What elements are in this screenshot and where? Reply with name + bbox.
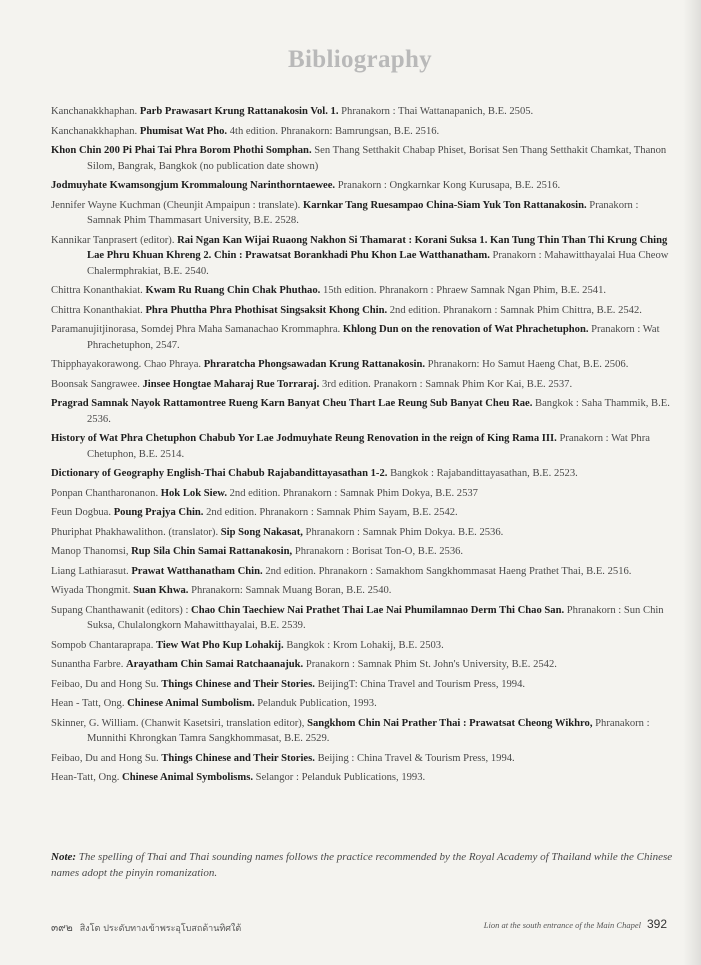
entry-publication: 2nd edition. Phranakorn : Samnak Phim Dokya, B.E. 2537 bbox=[226, 487, 478, 499]
entry-title: Things Chinese and Their Stories. bbox=[161, 678, 315, 690]
bibliography-entry bbox=[51, 303, 671, 319]
bibliography-entry bbox=[51, 751, 671, 767]
entry-publication: Pranakorn : Samnak Phim Thammasart University, B.E. 2528. bbox=[87, 199, 639, 226]
entry-title: Jodmuyhate Kwamsongjum Krommaloung Narinthorntaewee. bbox=[51, 180, 336, 191]
entry-publication: Pranakorn : Wat Phrachetuphon, 2547. bbox=[87, 324, 660, 351]
entry-publication: Phranakorn : Munnithi Khrongkan Tamra Sangkhommasat, B.E. 2529. bbox=[87, 717, 650, 744]
bibliography-entry bbox=[51, 104, 671, 120]
page-number: 392 bbox=[646, 917, 667, 931]
note-text: The spelling of Thai and Thai sounding names follows the practice recommended by the Royal Academy of Thailand while the Chinese names adopt the pinyin romanization. bbox=[51, 851, 673, 879]
entry-title: Chao Chin Taechiew Nai Prathet Thai Lae Nai Phumilamnao Derm Thi Chao San. bbox=[191, 604, 565, 616]
entry-publication: 3rd edition. Pranakorn : Samnak Phim Kor Kai, B.E. 2537. bbox=[319, 378, 573, 390]
entry-author: Chittra Konanthakiat. bbox=[51, 285, 146, 296]
entry-author: Hean - Tatt, Ong. bbox=[51, 698, 128, 709]
entry-title: History of Wat Phra Chetuphon Chabub Yor Lae Jodmuyhate Reung Renovation in the reign of King Rama III. bbox=[51, 433, 557, 444]
entry-author: Thipphayakorawong. Chao Phraya. bbox=[51, 359, 204, 370]
entry-title: Jinsee Hongtae Maharaj Rue Torraraj. bbox=[142, 378, 320, 390]
bibliography-entry bbox=[51, 638, 671, 654]
entry-title: Phumisat Wat Pho. bbox=[139, 125, 228, 137]
bibliography-entry bbox=[51, 124, 671, 140]
entry-publication: Phranakorn: Ho Samut Haeng Chat, B.E. 2506. bbox=[425, 359, 629, 370]
bibliography-entry bbox=[51, 357, 671, 373]
entry-publication: Phranakorn : Thai Wattanapanich, B.E. 2505. bbox=[338, 106, 534, 117]
entry-author: Paramanujitjinorasa, Somdej Phra Maha Samanachao Krommaphra. bbox=[51, 324, 343, 335]
bibliography-entry bbox=[51, 677, 671, 693]
entry-publication: BeijingT: China Travel and Tourism Press, 1994. bbox=[314, 678, 526, 690]
entry-publication: Phranakorn: Samnak Muang Boran, B.E. 2540. bbox=[188, 585, 392, 596]
entry-author: Skinner, G. William. (Chanwit Kasetsiri, translation editor), bbox=[51, 717, 308, 729]
bibliography-entry bbox=[51, 505, 671, 521]
page-footer bbox=[51, 917, 667, 933]
entry-author: Liang Lathiarasut. bbox=[51, 565, 132, 577]
entry-title: Rup Sila Chin Samai Rattanakosin, bbox=[131, 546, 293, 557]
entry-author: Phuriphat Phakhawalithon. (translator). bbox=[51, 526, 221, 538]
entry-title: Sip Song Nakasat, bbox=[220, 526, 303, 538]
entry-publication: 2nd edition. Phranakorn : Samnak Phim Chittra, B.E. 2542. bbox=[387, 304, 642, 316]
entry-author: Jennifer Wayne Kuchman (Cheunjit Ampaipun : translate). bbox=[51, 199, 303, 211]
note-label: Note: bbox=[51, 851, 77, 863]
entry-author: Kanchanakkhaphan. bbox=[51, 125, 140, 137]
entry-publication: Bangkok : Rajabandittayasathan, B.E. 2523. bbox=[387, 468, 578, 479]
bibliography-entry bbox=[51, 143, 671, 174]
entry-author: Sunantha Farbre. bbox=[51, 659, 127, 670]
footer-english-caption bbox=[484, 917, 667, 931]
entry-title: Arayatham Chin Samai Ratchaanajuk. bbox=[126, 659, 304, 670]
bibliography-entry bbox=[51, 486, 671, 502]
bibliography-entry bbox=[51, 583, 671, 599]
entry-publication: Beijing : China Travel & Tourism Press, 1994. bbox=[314, 752, 515, 764]
english-caption-text: Lion at the south entrance of the Main Chapel bbox=[483, 920, 641, 930]
entry-publication: Pranakorn : Wat Phra Chetuphon, B.E. 2514. bbox=[87, 433, 650, 460]
bibliography-entry bbox=[51, 657, 671, 673]
bibliography-entry bbox=[51, 198, 671, 229]
entry-publication: Pranakorn : Samnak Phim St. John's University, B.E. 2542. bbox=[303, 659, 557, 670]
entry-publication: Selangor : Pelanduk Publications, 1993. bbox=[253, 772, 426, 783]
entry-author: Sompob Chantaraprapa. bbox=[51, 639, 157, 651]
bibliography-entry bbox=[51, 696, 671, 712]
entry-title: Hok Lok Siew. bbox=[160, 487, 227, 499]
entry-author: Hean-Tatt, Ong. bbox=[51, 772, 123, 783]
entry-author: Supang Chanthawanit (editors) : bbox=[51, 604, 192, 616]
entry-author: Wiyada Thongmit. bbox=[51, 585, 134, 596]
spelling-note bbox=[51, 849, 675, 881]
bibliography-entry bbox=[51, 466, 671, 482]
entry-title: Parb Prawasart Krung Rattanakosin Vol. 1. bbox=[139, 106, 339, 117]
entry-title: Things Chinese and Their Stories. bbox=[161, 752, 315, 764]
entry-title: Karnkar Tang Ruesampao China-Siam Yuk Ton Rattanakosin. bbox=[302, 199, 587, 211]
entry-title: Tiew Wat Pho Kup Lohakij. bbox=[156, 639, 284, 651]
entry-title: Chinese Animal Sumbolism. bbox=[127, 698, 255, 709]
bibliography-list bbox=[51, 104, 671, 790]
entry-publication: 2nd edition. Phranakorn : Samnak Phim Sayam, B.E. 2542. bbox=[203, 507, 458, 518]
bibliography-entry bbox=[51, 603, 671, 634]
entry-title: Kwam Ru Ruang Chin Chak Phuthao. bbox=[145, 285, 321, 296]
entry-title: Phraratcha Phongsawadan Krung Rattanakosin. bbox=[203, 359, 426, 370]
entry-author: Ponpan Chantharonanon. bbox=[51, 487, 161, 499]
bibliography-entry bbox=[51, 544, 671, 560]
entry-title: Poung Prajya Chin. bbox=[113, 507, 204, 518]
entry-publication: Bangkok : Krom Lohakij, B.E. 2503. bbox=[283, 639, 444, 651]
entry-publication: 15th edition. Phranakorn : Phraew Samnak Ngan Phim, B.E. 2541. bbox=[320, 285, 607, 296]
entry-author: Feibao, Du and Hong Su. bbox=[51, 752, 162, 764]
entry-title: Phra Phuttha Phra Phothisat Singsaksit Khong Chin. bbox=[145, 304, 388, 316]
entry-author: Kanchanakkhaphan. bbox=[51, 106, 140, 117]
bibliography-entry bbox=[51, 716, 671, 747]
entry-publication: Pranakorn : Mahawitthayalai Hua Cheow Chalermphrakiat, B.E. 2540. bbox=[87, 250, 669, 277]
bibliography-entry bbox=[51, 283, 671, 299]
entry-author: Boonsak Sangrawee. bbox=[51, 378, 143, 390]
entry-title: Suan Khwa. bbox=[133, 585, 189, 596]
entry-publication: Sen Thang Setthakit Chabap Phiset, Borisat Sen Thang Setthakit Chamkat, Thanon Silom, Bangrak, Bangkok (no publication date shown) bbox=[87, 145, 667, 172]
entry-publication: Pranakorn : Ongkarnkar Kong Kurusapa, B.E. 2516. bbox=[335, 180, 561, 191]
entry-author: Manop Thanomsi, bbox=[51, 546, 132, 557]
entry-title: Pragrad Samnak Nayok Rattamontree Rueng Karn Banyat Cheu Thart Lae Reung Sub Banyat Cheu Rae. bbox=[51, 398, 533, 409]
entry-title: Dictionary of Geography English-Thai Chabub Rajabandittayasathan 1-2. bbox=[51, 468, 388, 479]
bibliography-entry bbox=[51, 178, 671, 194]
page-title: Bibliography bbox=[288, 46, 432, 73]
thai-caption-text: สิงโต ประดับทางเข้าพระอุโบสถด้านทิศใต้ bbox=[79, 924, 242, 934]
bibliography-entry bbox=[51, 322, 671, 353]
bibliography-entry bbox=[51, 564, 671, 580]
entry-publication: Pelanduk Publication, 1993. bbox=[254, 698, 377, 709]
entry-author: Kannikar Tanprasert (editor). bbox=[51, 234, 178, 246]
entry-title: Rai Ngan Kan Wijai Ruaong Nakhon Si Thamarat : Korani Suksa 1. Kan Tung Thin Than Thi Krung Ching Lae Phru Khuan Khreng 2. Chin : Prawatsat Borankhadi Phu Khon Lae Watthanatham. bbox=[87, 234, 668, 261]
bibliography-entry bbox=[51, 396, 671, 427]
entry-publication: Phranakorn : Borisat Ton-O, B.E. 2536. bbox=[292, 546, 464, 557]
footer-thai-caption bbox=[51, 919, 241, 936]
entry-publication: Phranakorn : Sun Chin Suksa, Chulalongkorn Mahawitthayalai, B.E. 2539. bbox=[87, 604, 664, 631]
entry-title: Khlong Dun on the renovation of Wat Phrachetuphon. bbox=[342, 324, 589, 335]
entry-title: Khon Chin 200 Pi Phai Tai Phra Borom Phothi Somphan. bbox=[51, 145, 312, 156]
thai-page-number: ๓๙๒ bbox=[51, 922, 73, 934]
entry-title: Prawat Watthanatham Chin. bbox=[131, 565, 263, 577]
entry-author: Feibao, Du and Hong Su. bbox=[51, 678, 162, 690]
entry-publication: 4th edition. Phranakorn: Bamrungsan, B.E. 2516. bbox=[227, 125, 440, 137]
entry-title: Chinese Animal Symbolisms. bbox=[122, 772, 254, 783]
bibliography-entry bbox=[51, 431, 671, 462]
bibliography-entry bbox=[51, 233, 671, 280]
entry-author: Feun Dogbua. bbox=[51, 507, 114, 518]
entry-publication: Bangkok : Saha Thammik, B.E. 2536. bbox=[87, 398, 670, 425]
bibliography-entry bbox=[51, 770, 671, 786]
entry-publication: 2nd edition. Phranakorn : Samakhom Sangkhommasat Haeng Prathet Thai, B.E. 2516. bbox=[262, 565, 632, 577]
entry-title: Sangkhom Chin Nai Prather Thai : Prawatsat Cheong Wikhro, bbox=[307, 717, 593, 729]
entry-publication: Phranakorn : Samnak Phim Dokya. B.E. 2536. bbox=[302, 526, 504, 538]
bibliography-entry bbox=[51, 525, 671, 541]
page-edge-shadow bbox=[683, 0, 701, 965]
bibliography-entry bbox=[51, 377, 671, 393]
entry-author: Chittra Konanthakiat. bbox=[51, 304, 146, 316]
